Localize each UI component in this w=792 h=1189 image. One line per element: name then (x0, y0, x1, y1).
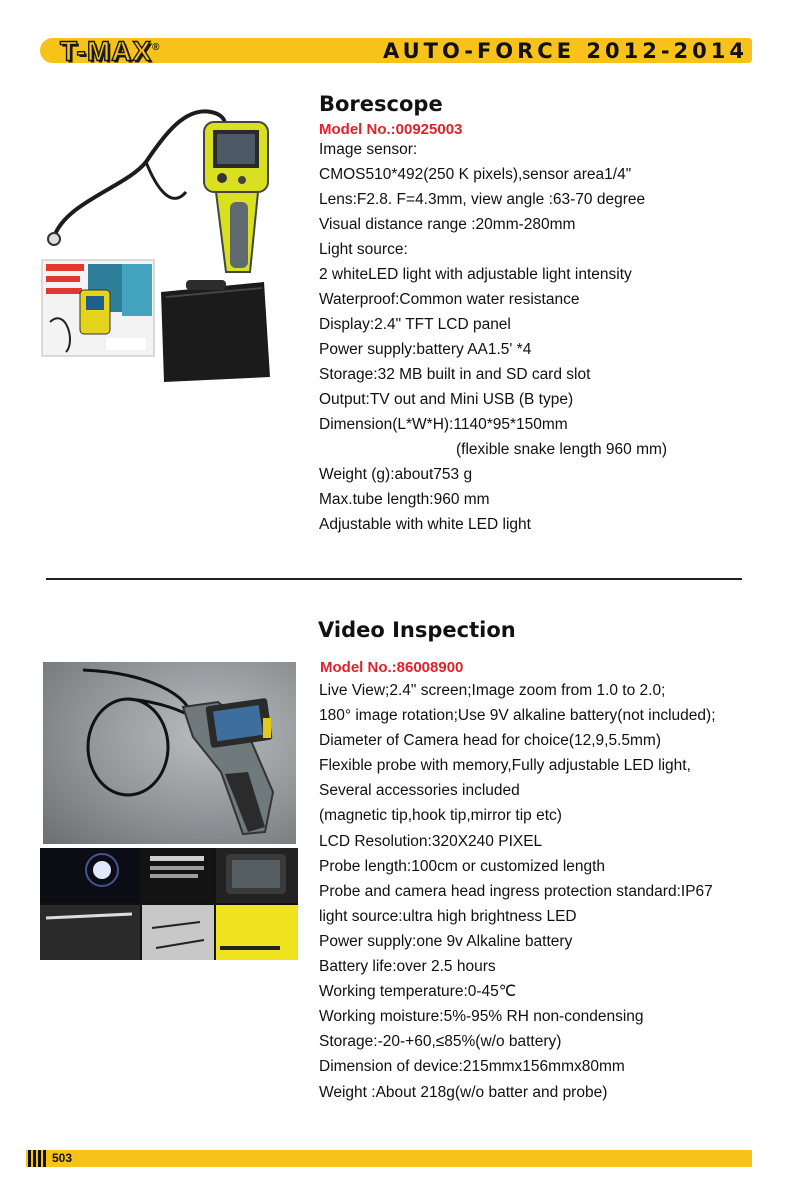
section-divider (46, 578, 742, 580)
footer-accent-bar (26, 1150, 752, 1167)
spec-line: Several accessories included (319, 782, 520, 800)
spec-line: Live View;2.4" screen;Image zoom from 1.0 to 2.0; (319, 682, 666, 699)
spec-line: Storage:32 MB built in and SD card slot (319, 366, 591, 383)
spec-line: LCD Resolution:320X240 PIXEL (319, 832, 543, 850)
borescope-product-image (36, 92, 280, 392)
video-inspection-title: Video Inspection (318, 618, 516, 642)
spec-line: Waterproof:Common water resistance (319, 291, 580, 308)
spec-line: Probe length:100cm or customized length (319, 857, 606, 875)
spec-line: light source:ultra high brightness LED (319, 907, 577, 925)
spec-line: Flexible probe with memory,Fully adjustable LED light, (319, 757, 691, 775)
spec-line: Working temperature:0-45℃ (319, 983, 517, 1001)
spec-line: Image sensor: (319, 141, 418, 158)
spec-line: Battery life:over 2.5 hours (319, 958, 496, 976)
spec-line: Weight :About 218g(w/o batter and probe) (319, 1083, 608, 1101)
page-header (0, 28, 792, 68)
spec-line: (magnetic tip,hook tip,mirror tip etc) (319, 807, 562, 825)
spec-line: Light source: (319, 241, 408, 258)
spec-line: Adjustable with white LED light (319, 516, 531, 533)
spec-line: Dimension(L*W*H):1140*95*150mm (319, 416, 568, 433)
video-inspection-model-number: Model No.:86008900 (320, 659, 464, 676)
video-inspection-product-image (43, 662, 296, 844)
header-title: AUTO-FORCE 2012-2014 (383, 39, 748, 63)
brand-logo: T-MAX® (60, 35, 161, 67)
spec-line: Power supply:one 9v Alkaline battery (319, 932, 573, 950)
spec-line: Dimension of device:215mmx156mmx80mm (319, 1058, 625, 1076)
spec-line: Probe and camera head ingress protection standard:IP67 (319, 882, 713, 900)
spec-line: Storage:-20-+60,≤85%(w/o battery) (319, 1033, 562, 1051)
spec-line: (flexible snake length 960 mm) (456, 441, 668, 458)
spec-line: 2 whiteLED light with adjustable light intensity (319, 266, 632, 283)
spec-line: Visual distance range :20mm-280mm (319, 216, 576, 233)
page-number: 503 (52, 1151, 73, 1165)
spec-line: Working moisture:5%-95% RH non-condensing (319, 1008, 644, 1026)
borescope-spec-list (319, 137, 667, 537)
spec-line: Display:2.4" TFT LCD panel (319, 316, 511, 333)
video-inspection-feature-images (40, 848, 298, 960)
spec-line: Power supply:battery AA1.5' *4 (319, 341, 532, 358)
borescope-title: Borescope (319, 92, 443, 116)
spec-line: Lens:F2.8. F=4.3mm, view angle :63-70 degree (319, 191, 646, 208)
spec-line: CMOS510*492(250 K pixels),sensor area1/4" (319, 166, 632, 183)
spec-line: Max.tube length:960 mm (319, 491, 490, 508)
spec-line: Diameter of Camera head for choice(12,9,5.5mm) (319, 732, 662, 750)
video-inspection-spec-list (319, 678, 716, 1105)
borescope-model-number: Model No.:00925003 (319, 121, 463, 138)
spec-line: Output:TV out and Mini USB (B type) (319, 391, 574, 408)
spec-line: Weight (g):about753 g (319, 466, 473, 483)
spec-line: 180° image rotation;Use 9V alkaline battery(not included); (319, 707, 716, 725)
footer-stripes-icon (28, 1150, 46, 1167)
